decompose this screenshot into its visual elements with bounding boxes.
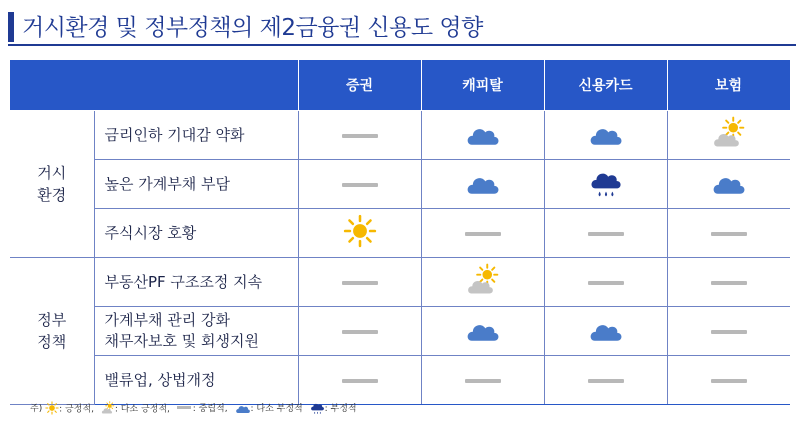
legend-neutral-label: : 중립적, [192,404,228,414]
column-header-capital: 캐피탈 [421,60,544,111]
table-row [10,307,790,356]
factor-label: 금리인하 기대감 약화 [104,125,245,144]
impact-cell [421,209,544,258]
neutral-bar-icon [711,281,747,285]
category-cell [10,111,94,258]
legend-slightly-positive-label: : 다소 긍정적, [114,404,170,414]
impact-cell [544,258,667,307]
neutral-bar-icon [588,232,624,236]
cloud-icon [465,169,501,200]
column-header-insurance: 보험 [667,60,790,111]
legend-slightly-positive [101,401,170,415]
legend-positive [45,401,94,415]
factor-label: 채무자보호 및 회생지원 [104,332,259,350]
legend-negative [310,400,357,415]
neutral-bar-icon [342,134,378,138]
legend-positive-label: : 긍정적, [59,404,94,414]
impact-cell [298,307,421,356]
rain-cloud-icon [589,165,623,203]
legend-prefix: 주) [30,404,43,414]
column-header-credit-card: 신용카드 [544,60,667,111]
neutral-bar-icon [465,379,501,383]
column-header-securities: 증권 [298,60,421,111]
category-label: 정부 [37,311,67,329]
impact-cell [667,356,790,405]
factor-label: 높은 가계부채 부담 [104,174,230,193]
neutral-bar-icon [177,406,191,409]
legend-neutral [177,401,228,414]
category-label: 정책 [37,333,67,351]
title-accent-bar [8,12,14,42]
header-blank-cell [10,60,298,111]
sun-icon [343,214,377,252]
table-row [10,209,790,258]
impact-cell [298,209,421,258]
factor-cell [94,111,298,160]
cloud-icon [588,120,624,151]
legend-negative-label: : 부정적 [324,404,357,414]
impact-cell [544,209,667,258]
cloud-icon [588,316,624,347]
neutral-bar-icon [588,379,624,383]
impact-cell [544,307,667,356]
table-row [10,258,790,307]
factor-cell [94,307,298,356]
impact-cell [298,258,421,307]
impact-cell [544,356,667,405]
rain-cloud-icon [310,400,325,415]
legend-slightly-negative-label: : 다소 부정적 [250,404,303,414]
impact-cell [298,160,421,209]
neutral-bar-icon [465,232,501,236]
neutral-bar-icon [588,281,624,285]
table-row [10,160,790,209]
sun-cloud-icon [101,401,115,415]
impact-cell [667,258,790,307]
page-title: 거시환경 및 정부정책의 제2금융권 신용도 영향 [22,15,483,41]
cloud-icon [465,120,501,151]
table-row [10,356,790,405]
impact-cell [544,160,667,209]
factor-cell [94,356,298,405]
sun-icon [45,401,59,415]
factor-cell [94,160,298,209]
neutral-bar-icon [342,379,378,383]
impact-cell [298,356,421,405]
category-label: 거시 [37,164,67,182]
factor-label: 주식시장 호황 [104,223,197,242]
impact-cell [421,160,544,209]
category-label: 환경 [37,186,67,204]
neutral-bar-icon [342,330,378,334]
factor-cell [94,209,298,258]
neutral-bar-icon [711,232,747,236]
neutral-bar-icon [342,281,378,285]
cloud-icon [465,316,501,347]
impact-cell [544,111,667,160]
factor-cell [94,258,298,307]
title-underline [8,44,796,46]
impact-cell [667,160,790,209]
category-cell [10,258,94,405]
legend-slightly-negative [235,401,303,414]
impact-cell [421,111,544,160]
impact-cell [667,209,790,258]
impact-cell [421,307,544,356]
neutral-bar-icon [711,379,747,383]
header-row [10,60,790,111]
legend [30,400,361,415]
impact-cell [421,258,544,307]
impact-cell [421,356,544,405]
factor-label: 부동산PF 구조조정 지속 [104,272,263,291]
neutral-bar-icon [711,330,747,334]
impact-cell [298,111,421,160]
impact-cell [667,111,790,160]
table-row [10,111,790,160]
impact-cell [667,307,790,356]
cloud-icon [711,169,747,200]
sun-cloud-icon [712,116,746,154]
factor-label: 밸류업, 상법개정 [104,370,216,389]
cloud-icon [235,402,251,414]
sun-cloud-icon [466,263,500,301]
impact-table [10,59,791,405]
factor-label: 가계부채 관리 강화 [104,311,230,329]
neutral-bar-icon [342,183,378,187]
